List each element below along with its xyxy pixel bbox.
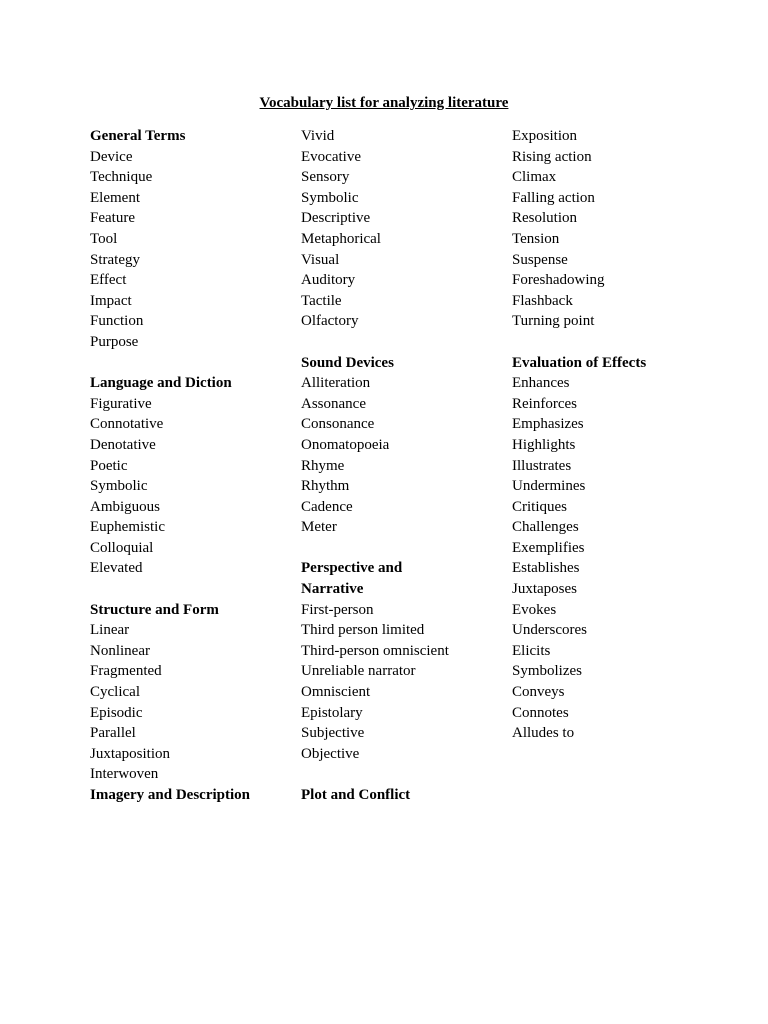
vocab-term: First-person: [301, 601, 374, 618]
vocab-term: Strategy: [90, 251, 140, 268]
vocab-term: Suspense: [512, 251, 568, 268]
vocab-term: Symbolizes: [512, 663, 582, 680]
vocab-term: Tactile: [301, 292, 342, 309]
blank-line: [301, 538, 506, 559]
vocab-term: Purpose: [90, 333, 139, 350]
vocab-term: Juxtaposition: [90, 745, 171, 762]
vocab-term: Tension: [512, 230, 560, 247]
vocab-term: Rising action: [512, 148, 592, 165]
blank-line: [512, 332, 717, 353]
vocab-term: Fragmented: [90, 663, 162, 680]
vocab-term: Alliteration: [301, 375, 371, 392]
vocab-column-3: [512, 126, 717, 744]
vocab-term: Linear: [90, 622, 130, 639]
vocab-term: Cyclical: [90, 684, 140, 701]
vocab-term: Device: [90, 148, 133, 165]
vocab-term: Vivid: [301, 128, 335, 144]
vocab-term: Evocative: [301, 148, 361, 165]
vocab-term: Rhythm: [301, 478, 350, 495]
vocab-term: Metaphorical: [301, 230, 381, 247]
vocab-term: Illustrates: [512, 457, 572, 474]
section-heading: Narrative: [301, 581, 364, 598]
vocab-term: Rhyme: [301, 457, 345, 474]
vocab-column-2: [301, 126, 506, 806]
vocab-term: Symbolic: [301, 189, 359, 206]
vocab-term: Critiques: [512, 498, 567, 515]
vocab-term: Emphasizes: [512, 416, 584, 433]
vocab-term: Parallel: [90, 725, 136, 742]
vocab-term: Unreliable narrator: [301, 663, 416, 680]
vocab-term: Feature: [90, 210, 135, 227]
vocab-term: Challenges: [512, 519, 579, 536]
vocab-term: Euphemistic: [90, 519, 165, 536]
vocab-term: Evokes: [512, 601, 557, 618]
vocab-term: Juxtaposes: [512, 581, 577, 598]
vocab-term: Cadence: [301, 498, 353, 515]
vocab-term: Function: [90, 313, 144, 330]
vocab-term: Meter: [301, 519, 337, 536]
section-heading: Perspective and: [301, 560, 403, 577]
section-heading: Evaluation of Effects: [512, 354, 647, 371]
vocab-term: Consonance: [301, 416, 375, 433]
vocab-term: Technique: [90, 169, 153, 186]
vocab-term: Visual: [301, 251, 340, 268]
vocab-term: Elicits: [512, 642, 551, 659]
vocab-term: Epistolary: [301, 704, 363, 721]
vocab-term: Sensory: [301, 169, 350, 186]
vocab-term: Underscores: [512, 622, 587, 639]
vocab-term: Establishes: [512, 560, 580, 577]
vocab-term: Symbolic: [90, 478, 148, 495]
vocab-term: Reinforces: [512, 395, 577, 412]
vocab-term: Flashback: [512, 292, 573, 309]
vocab-term: Connotative: [90, 416, 164, 433]
blank-line: [301, 332, 506, 353]
blank-line: [301, 764, 506, 785]
vocab-term: Colloquial: [90, 539, 154, 556]
vocab-term: Subjective: [301, 725, 365, 742]
vocab-term: Objective: [301, 745, 360, 762]
document-title: [0, 93, 768, 113]
section-heading: Plot and Conflict: [301, 787, 411, 803]
blank-line: [90, 353, 295, 374]
vocab-term: Omniscient: [301, 684, 371, 701]
vocab-term: Elevated: [90, 560, 143, 577]
vocab-term: Third-person omniscient: [301, 642, 449, 659]
vocab-term: Episodic: [90, 704, 143, 721]
vocab-term: Highlights: [512, 436, 576, 453]
section-heading: General Terms: [90, 128, 186, 144]
vocab-term: Element: [90, 189, 140, 206]
vocab-term: Denotative: [90, 436, 156, 453]
vocab-term: Nonlinear: [90, 642, 150, 659]
vocab-term: Climax: [512, 169, 557, 186]
vocab-term: Effect: [90, 272, 127, 289]
vocab-term: Connotes: [512, 704, 569, 721]
vocab-column-1: [90, 126, 295, 806]
vocab-term: Conveys: [512, 684, 565, 701]
vocab-term: Figurative: [90, 395, 152, 412]
vocab-term: Assonance: [301, 395, 366, 412]
vocab-term: Interwoven: [90, 766, 159, 783]
blank-line: [90, 579, 295, 600]
vocab-term: Exemplifies: [512, 539, 585, 556]
vocab-term: Tool: [90, 230, 118, 247]
section-heading: Sound Devices: [301, 354, 394, 371]
vocab-term: Resolution: [512, 210, 578, 227]
section-heading: Language and Diction: [90, 375, 232, 392]
vocab-term: Third person limited: [301, 622, 425, 639]
vocab-term: Falling action: [512, 189, 595, 206]
vocab-term: Enhances: [512, 375, 570, 392]
vocab-term: Olfactory: [301, 313, 359, 330]
vocab-term: Onomatopoeia: [301, 436, 390, 453]
vocab-term: Exposition: [512, 128, 578, 144]
document-title-text: Vocabulary list for analyzing literature: [259, 95, 509, 111]
vocab-term: Alludes to: [512, 725, 575, 742]
vocab-term: Undermines: [512, 478, 586, 495]
vocab-term: Impact: [90, 292, 132, 309]
vocab-term: Ambiguous: [90, 498, 161, 515]
vocab-term: Foreshadowing: [512, 272, 605, 289]
vocab-term: Descriptive: [301, 210, 371, 227]
vocab-term: Poetic: [90, 457, 128, 474]
vocab-term: Turning point: [512, 313, 595, 330]
section-heading: Imagery and Description: [90, 787, 250, 803]
vocab-term: Auditory: [301, 272, 356, 289]
section-heading: Structure and Form: [90, 601, 219, 618]
